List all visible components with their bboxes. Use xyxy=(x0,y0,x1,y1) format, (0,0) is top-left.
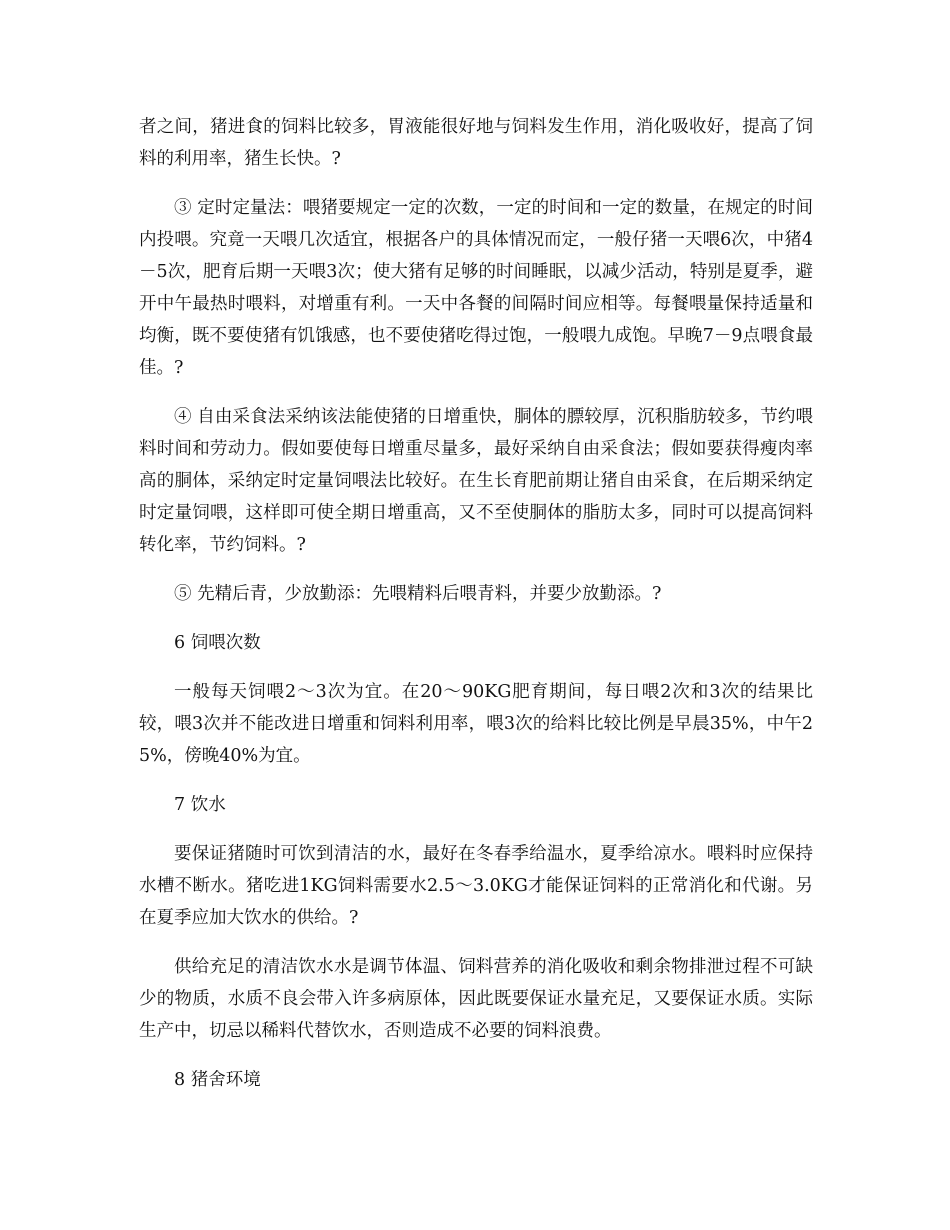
paragraph-water-supply: 要保证猪随时可饮到清洁的水，最好在冬春季给温水，夏季给凉水。喂料时应保持水槽不断水。猪吃进1KG饲料需要水2.5～3.0KG才能保证饲料的正常消化和代谢。另在夏季应加大饮水的供给。? xyxy=(139,844,813,928)
section-heading-drinking-water: 7 饮水 xyxy=(174,795,226,815)
section-heading-feeding-frequency: 6 饲喂次数 xyxy=(174,633,261,653)
paragraph-free-feeding: ④ 自由采食法采纳该法能使猪的日增重快，胴体的膘较厚，沉积脂肪较多，节约喂料时间和劳动力。假如要使每日增重尽量多，最好采纳自由采食法；假如要获得瘦肉率高的胴体，采纳定时定量饲喂法比较好。在生长育肥前期让猪自由采食，在后期采纳定时定量饲喂，这样即可使全期日增重高，又不至使胴体的脂肪太多，同时可以提高饲料转化率，节约饲料。? xyxy=(139,407,813,555)
paragraph-continuation: 者之间，猪进食的饲料比较多，胃液能很好地与饲料发生作用，消化吸收好，提高了饲料的利用率，猪生长快。? xyxy=(139,117,813,169)
paragraph-feeding-frequency: 一般每天饲喂2～3次为宜。在20～90KG肥育期间，每日喂2次和3次的结果比较，喂3次并不能改进日增重和饲料利用率，喂3次的给料比较比例是早晨35%，中午25%，傍晚40%为宜。 xyxy=(139,682,813,766)
document-body xyxy=(139,111,813,1113)
paragraph-timed-feeding: ③ 定时定量法：喂猪要规定一定的次数，一定的时间和一定的数量，在规定的时间内投喂。究竟一天喂几次适宜，根据各户的具体情况而定，一般仔猪一天喂6次，中猪4－5次，肥育后期一天喂3次；使大猪有足够的时间睡眠，以减少活动，特别是夏季，避开中午最热时喂料，对增重有利。一天中各餐的间隔时间应相等。每餐喂量保持适量和均衡，既不要使猪有饥饿感，也不要使猪吃得过饱，一般喂九成饱。早晚7－9点喂食最佳。? xyxy=(139,198,813,378)
paragraph-concentrate-first: ⑤ 先精后青，少放勤添：先喂精料后喂青料，并要少放勤添。? xyxy=(174,584,662,604)
paragraph-water-quality: 供给充足的清洁饮水水是调节体温、饲料营养的消化吸收和剩余物排泄过程不可缺少的物质，水质不良会带入许多病原体，因此既要保证水量充足，又要保证水质。实际生产中，切忌以稀料代替饮水，否则造成不必要的饲料浪费。 xyxy=(139,957,813,1041)
section-heading-pig-house-environment: 8 猪舍环境 xyxy=(174,1070,261,1090)
